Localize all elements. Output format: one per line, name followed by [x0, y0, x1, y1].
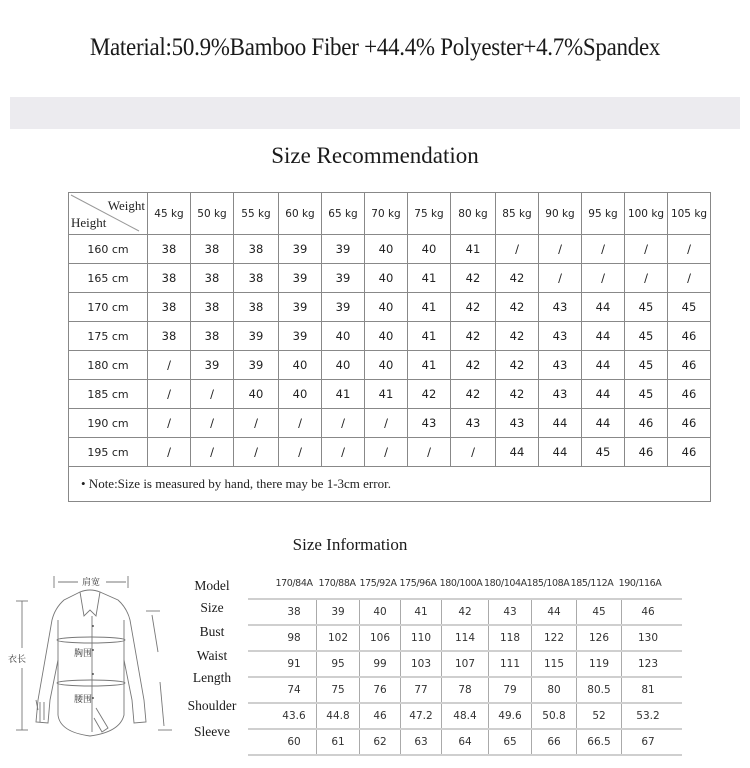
size-cell: 42	[408, 380, 451, 409]
measurement-cell: 98	[287, 632, 301, 644]
size-cell: 40	[279, 351, 322, 380]
size-cell: /	[148, 380, 191, 409]
weight-column-header: 50 kg	[191, 193, 234, 235]
size-cell: 39	[279, 264, 322, 293]
height-cell: 190 cm	[69, 409, 148, 438]
size-cell: /	[451, 438, 496, 467]
model-header: 170/88A	[318, 578, 356, 589]
size-cell: 42	[451, 322, 496, 351]
size-cell: 42	[496, 322, 539, 351]
row-label-waist: Waist	[196, 648, 228, 663]
note-row	[69, 467, 711, 502]
size-cell: 44	[496, 438, 539, 467]
size-cell: /	[625, 264, 668, 293]
weight-column-header: 80 kg	[451, 193, 496, 235]
size-cell: 45	[668, 293, 711, 322]
size-cell: 45	[625, 351, 668, 380]
shirt-measurement-diagram	[0, 560, 180, 768]
size-cell: /	[279, 438, 322, 467]
measurement-cell: 45	[576, 600, 621, 624]
corner-header-cell	[69, 193, 148, 235]
size-cell: /	[496, 235, 539, 264]
size-cell: 46	[668, 409, 711, 438]
size-cell: 45	[625, 380, 668, 409]
size-cell: 46	[668, 351, 711, 380]
measurement-cell: 107	[441, 652, 488, 676]
size-cell: /	[191, 409, 234, 438]
size-cell: 46	[668, 380, 711, 409]
measurement-cell: 65	[488, 730, 531, 754]
size-cell: 43	[539, 322, 582, 351]
model-header: 180/104A	[484, 578, 527, 589]
size-cell: 39	[279, 293, 322, 322]
size-cell: 44	[582, 409, 625, 438]
size-cell: 42	[496, 293, 539, 322]
weight-column-header: 85 kg	[496, 193, 539, 235]
size-cell: 38	[191, 235, 234, 264]
weight-column-header: 105 kg	[668, 193, 711, 235]
size-cell: 44	[582, 351, 625, 380]
size-cell: /	[191, 380, 234, 409]
model-header: 175/96A	[399, 578, 437, 589]
chest-label: 胸围	[74, 649, 93, 659]
size-row	[69, 235, 711, 264]
size-cell: 40	[322, 351, 365, 380]
row-label-bust: Bust	[199, 624, 225, 639]
measurement-cell: 111	[488, 652, 531, 676]
size-cell: /	[365, 409, 408, 438]
size-cell: 41	[322, 380, 365, 409]
measurement-cell: 44	[531, 600, 576, 624]
size-cell: 45	[625, 293, 668, 322]
size-cell: 38	[234, 264, 279, 293]
size-cell: 43	[539, 293, 582, 322]
weight-column-header: 60 kg	[279, 193, 322, 235]
measurement-cell: 99	[359, 652, 400, 676]
size-cell: 40	[365, 293, 408, 322]
measurement-cell: 42	[441, 600, 488, 624]
measurement-cell: 126	[576, 626, 621, 650]
size-cell: 45	[582, 438, 625, 467]
row-indent	[248, 678, 272, 702]
weight-column-header: 90 kg	[539, 193, 582, 235]
measurement-cell: 119	[576, 652, 621, 676]
size-recommendation-title: Size Recommendation	[271, 143, 479, 168]
size-row	[69, 322, 711, 351]
measurement-row	[248, 624, 682, 650]
size-cell: 38	[234, 235, 279, 264]
size-cell: 41	[408, 322, 451, 351]
model-header: 170/84A	[275, 578, 313, 589]
size-cell: 42	[496, 264, 539, 293]
length-label: 衣长	[8, 655, 27, 665]
measurement-cell: 115	[531, 652, 576, 676]
shirt-outline	[16, 576, 172, 736]
height-axis-label: Height	[71, 215, 107, 230]
size-cell: 40	[322, 322, 365, 351]
measurement-cell: 91	[287, 658, 301, 670]
measurement-cell: 78	[441, 678, 488, 702]
size-cell: 39	[322, 264, 365, 293]
size-cell: 40	[365, 264, 408, 293]
measurement-row	[248, 702, 682, 728]
model-header: 190/116A	[618, 578, 662, 589]
size-cell: /	[234, 438, 279, 467]
model-header: 175/92A	[359, 578, 397, 589]
measurement-cell: 103	[400, 652, 441, 676]
measurement-cell: 63	[400, 730, 441, 754]
measurement-cell: 49.6	[488, 704, 531, 728]
size-cell: 44	[539, 438, 582, 467]
measurement-cell: 77	[400, 678, 441, 702]
height-cell: 175 cm	[69, 322, 148, 351]
measurement-cell: 122	[531, 626, 576, 650]
measurement-cell: 76	[359, 678, 400, 702]
size-cell: 38	[148, 322, 191, 351]
measurement-cell: 75	[316, 678, 359, 702]
size-cell: 43	[539, 380, 582, 409]
size-cell: 42	[496, 380, 539, 409]
measurement-cell: 118	[488, 626, 531, 650]
row-indent	[248, 704, 272, 728]
size-row	[69, 438, 711, 467]
measurement-cell: 80.5	[576, 678, 621, 702]
measurement-cell: 110	[400, 626, 441, 650]
weight-axis-label: Weight	[107, 198, 145, 213]
size-cell: 40	[365, 351, 408, 380]
measurement-cell: 66	[531, 730, 576, 754]
measurement-cell: 130	[621, 626, 674, 650]
weight-column-header: 65 kg	[322, 193, 365, 235]
measurement-cell: 123	[621, 652, 674, 676]
size-cell: 42	[451, 351, 496, 380]
weight-column-header: 70 kg	[365, 193, 408, 235]
measurement-cell: 48.4	[441, 704, 488, 728]
row-label-sleeve: Sleeve	[194, 724, 230, 739]
weight-column-header: 55 kg	[234, 193, 279, 235]
measurement-cell: 44.8	[316, 704, 359, 728]
size-cell: /	[322, 438, 365, 467]
size-cell: 38	[191, 322, 234, 351]
measurement-cell: 52	[576, 704, 621, 728]
measurement-cell: 43.6	[282, 710, 306, 722]
size-row	[69, 293, 711, 322]
size-cell: /	[408, 438, 451, 467]
size-cell: 39	[279, 235, 322, 264]
size-cell: 42	[451, 293, 496, 322]
measurement-cell: 95	[316, 652, 359, 676]
size-row	[69, 409, 711, 438]
size-cell: /	[279, 409, 322, 438]
height-cell: 185 cm	[69, 380, 148, 409]
height-cell: 160 cm	[69, 235, 148, 264]
measurement-cell: 53.2	[621, 704, 674, 728]
size-cell: /	[582, 264, 625, 293]
size-cell: 39	[322, 293, 365, 322]
row-label-size: Size	[200, 600, 224, 615]
size-cell: /	[191, 438, 234, 467]
measurement-cell: 39	[316, 600, 359, 624]
size-cell: 41	[451, 235, 496, 264]
size-cell: 44	[539, 409, 582, 438]
measurement-cell: 81	[621, 678, 674, 702]
size-cell: 43	[408, 409, 451, 438]
size-cell: 40	[408, 235, 451, 264]
measurement-cell: 74	[287, 684, 301, 696]
size-information-table	[248, 598, 682, 756]
size-information-title: Size Information	[292, 535, 408, 554]
measurement-row	[248, 676, 682, 702]
weight-header-row	[69, 193, 711, 235]
waist-label: 腰围	[74, 695, 93, 705]
size-cell: 42	[496, 351, 539, 380]
height-cell: 170 cm	[69, 293, 148, 322]
size-cell: 38	[148, 235, 191, 264]
measurement-cell: 61	[316, 730, 359, 754]
weight-column-header: 95 kg	[582, 193, 625, 235]
size-cell: 46	[625, 409, 668, 438]
measurement-cell: 41	[400, 600, 441, 624]
measurement-cell: 43	[488, 600, 531, 624]
measurement-cell: 102	[316, 626, 359, 650]
size-cell: 46	[668, 322, 711, 351]
measurement-cell: 66.5	[576, 730, 621, 754]
size-cell: 42	[451, 380, 496, 409]
measurement-cell: 40	[359, 600, 400, 624]
size-cell: 43	[451, 409, 496, 438]
divider-band	[10, 97, 740, 129]
height-cell: 180 cm	[69, 351, 148, 380]
size-cell: 38	[148, 293, 191, 322]
measurement-cell: 114	[441, 626, 488, 650]
measurement-cell: 67	[621, 730, 674, 754]
model-header: 185/108A	[526, 578, 570, 589]
size-cell: 42	[451, 264, 496, 293]
measurement-cell: 50.8	[531, 704, 576, 728]
measurement-cell: 64	[441, 730, 488, 754]
model-header: 180/100A	[439, 578, 483, 589]
size-cell: /	[148, 351, 191, 380]
size-cell: /	[322, 409, 365, 438]
size-cell: /	[365, 438, 408, 467]
height-cell: 195 cm	[69, 438, 148, 467]
measurement-cell: 46	[359, 704, 400, 728]
size-cell: 46	[668, 438, 711, 467]
size-cell: /	[539, 264, 582, 293]
shoulder-label: 肩宽	[81, 578, 101, 588]
measurement-note: • Note:Size is measured by hand, there may be 1-3cm error.	[69, 467, 711, 502]
size-cell: 38	[191, 264, 234, 293]
size-cell: 46	[625, 438, 668, 467]
size-cell: 44	[582, 380, 625, 409]
size-cell: 44	[582, 293, 625, 322]
size-cell: /	[668, 235, 711, 264]
size-cell: /	[234, 409, 279, 438]
size-cell: /	[625, 235, 668, 264]
row-indent	[248, 600, 272, 624]
size-cell: 41	[408, 351, 451, 380]
size-cell: 41	[408, 264, 451, 293]
weight-column-header: 75 kg	[408, 193, 451, 235]
row-indent	[248, 626, 272, 650]
size-cell: 39	[191, 351, 234, 380]
size-cell: /	[148, 409, 191, 438]
row-indent	[248, 652, 272, 676]
row-indent	[248, 730, 272, 754]
size-row	[69, 351, 711, 380]
size-cell: 44	[582, 322, 625, 351]
size-cell: 39	[322, 235, 365, 264]
size-cell: 43	[496, 409, 539, 438]
size-cell: 40	[365, 322, 408, 351]
measurement-row	[248, 650, 682, 676]
size-cell: 38	[234, 293, 279, 322]
row-label-shoulder: Shoulder	[187, 698, 237, 713]
size-cell: /	[582, 235, 625, 264]
size-cell: 43	[539, 351, 582, 380]
measurement-cell: 60	[287, 736, 301, 748]
row-label-length: Length	[192, 670, 232, 685]
measurement-cell: 38	[287, 606, 301, 618]
size-cell: 40	[279, 380, 322, 409]
model-label: Model	[194, 578, 230, 593]
measurement-row	[248, 598, 682, 624]
size-cell: /	[539, 235, 582, 264]
size-cell: 39	[279, 322, 322, 351]
size-cell: 38	[148, 264, 191, 293]
size-cell: 38	[191, 293, 234, 322]
measurement-cell: 46	[621, 600, 674, 624]
size-cell: 45	[625, 322, 668, 351]
size-cell: 40	[234, 380, 279, 409]
size-cell: 41	[365, 380, 408, 409]
size-cell: 40	[365, 235, 408, 264]
weight-column-header: 45 kg	[148, 193, 191, 235]
size-recommendation-table	[68, 192, 711, 502]
size-row	[69, 380, 711, 409]
size-cell: /	[668, 264, 711, 293]
height-cell: 165 cm	[69, 264, 148, 293]
measurement-cell: 80	[531, 678, 576, 702]
model-header: 185/112A	[570, 578, 614, 589]
measurement-row	[248, 728, 682, 756]
size-cell: 41	[408, 293, 451, 322]
model-header-row	[272, 578, 666, 589]
size-cell: /	[148, 438, 191, 467]
measurement-cell: 62	[359, 730, 400, 754]
measurement-cell: 106	[359, 626, 400, 650]
size-row	[69, 264, 711, 293]
size-cell: 39	[234, 351, 279, 380]
measurement-cell: 79	[488, 678, 531, 702]
material-composition: Material:50.9%Bamboo Fiber +44.4% Polyester+4.7%Spandex	[89, 34, 661, 61]
weight-column-header: 100 kg	[625, 193, 668, 235]
size-cell: 39	[234, 322, 279, 351]
measurement-cell: 47.2	[400, 704, 441, 728]
